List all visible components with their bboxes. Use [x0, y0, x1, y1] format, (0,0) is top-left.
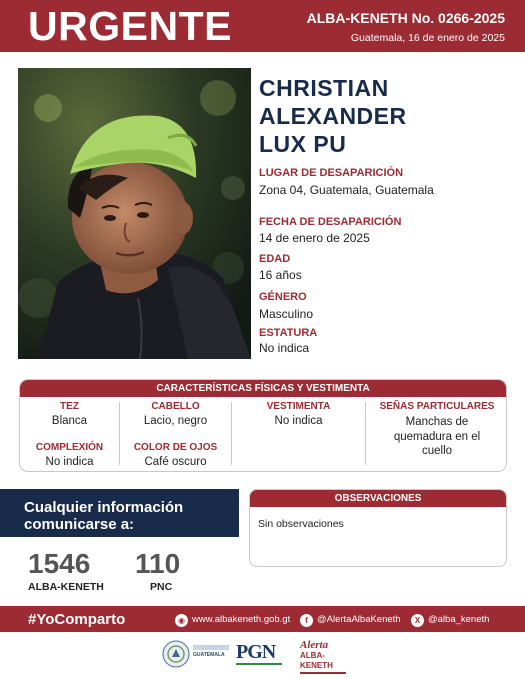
height-value: No indica — [259, 341, 310, 355]
hashtag[interactable]: #YoComparto — [28, 611, 126, 628]
alba-keneth-number-label: ALBA-KENETH — [28, 581, 104, 593]
missing-person-photo — [18, 68, 251, 359]
name-line-1: CHRISTIAN — [259, 75, 389, 101]
distinguishing-marks-line-2: quemadura en el — [393, 431, 481, 443]
alert-number: ALBA-KENETH No. 0266-2025 — [306, 10, 505, 26]
pgn-text: PGN — [236, 641, 276, 663]
complexion-value: No indica — [45, 456, 94, 468]
header-banner — [0, 0, 525, 52]
guatemala-seal-logo — [162, 640, 190, 668]
tez-value: Blanca — [51, 415, 88, 427]
person-photo-illustration — [18, 68, 251, 359]
alerta-logo-bottom: ALBA-KENETH — [300, 651, 333, 670]
alert-location-date: Guatemala, 16 de enero de 2025 — [350, 32, 505, 44]
hair-label: CABELLO — [151, 401, 200, 412]
website-text: www.albakeneth.gob.gt — [192, 614, 291, 625]
guatemala-logo-text: GUATEMALA — [193, 652, 225, 658]
contact-info-box — [0, 489, 239, 537]
gender-value: Masculino — [259, 307, 314, 321]
pgn-logo — [236, 642, 286, 666]
characteristics-title: CARACTERÍSTICAS FÍSICAS Y VESTIMENTA — [20, 380, 506, 397]
contact-line-2: comunicarse a: — [24, 516, 135, 533]
x-text: @alba_keneth — [428, 614, 490, 625]
distinguishing-marks-line-1: Manchas de — [405, 416, 469, 428]
facebook-icon: f — [300, 614, 313, 627]
contact-line-1: Cualquier información — [24, 499, 184, 516]
distinguishing-marks-line-3: cuello — [421, 445, 453, 457]
x-link[interactable] — [411, 613, 489, 627]
name-line-2: ALEXANDER — [259, 103, 407, 129]
observations-title: OBSERVACIONES — [250, 490, 506, 507]
disappearance-place-value: Zona 04, Guatemala, Guatemala — [259, 183, 434, 197]
facebook-link[interactable] — [300, 613, 401, 627]
facebook-text: @AlertaAlbaKeneth — [317, 614, 401, 625]
gender-label: GÉNERO — [259, 291, 307, 303]
alerta-logo-bar — [300, 672, 346, 674]
guatemala-seal-icon — [162, 640, 190, 668]
urgent-title: URGENTE — [28, 3, 232, 49]
disappearance-date-label: FECHA DE DESAPARICIÓN — [259, 216, 402, 228]
observations-box — [249, 489, 507, 567]
age-label: EDAD — [259, 253, 291, 265]
x-icon: X — [411, 614, 424, 627]
observations-text: Sin observaciones — [258, 518, 344, 530]
globe-icon: ◉ — [175, 614, 188, 627]
age-value: 16 años — [259, 268, 302, 282]
person-name — [259, 74, 509, 158]
disappearance-date-value: 14 de enero de 2025 — [259, 231, 370, 245]
website-link[interactable] — [175, 613, 290, 627]
complexion-label: COMPLEXIÓN — [35, 442, 104, 453]
pnc-number-label: PNC — [150, 581, 173, 593]
pgn-underline — [236, 663, 282, 665]
alerta-logo-top: Alerta — [300, 639, 329, 651]
footer-banner — [0, 606, 525, 632]
tez-label: TEZ — [60, 401, 79, 412]
guatemala-government-logo — [193, 645, 231, 659]
hair-value: Lacio, negro — [143, 415, 208, 427]
alba-keneth-number[interactable]: 1546 — [28, 548, 91, 579]
characteristics-box — [19, 379, 507, 472]
pnc-number[interactable]: 110 — [135, 548, 181, 579]
height-label: ESTATURA — [259, 327, 318, 339]
distinguishing-marks-label: SEÑAS PARTICULARES — [379, 401, 495, 412]
name-line-3: LUX PU — [259, 131, 347, 157]
clothing-label: VESTIMENTA — [266, 401, 331, 412]
gov-logo-bar — [193, 645, 229, 650]
disappearance-place-label: LUGAR DE DESAPARICIÓN — [259, 167, 404, 179]
eye-color-label: COLOR DE OJOS — [133, 442, 218, 453]
clothing-value: No indica — [274, 415, 323, 427]
alerta-alba-keneth-logo — [300, 639, 350, 670]
eye-color-value: Café oscuro — [144, 456, 207, 468]
